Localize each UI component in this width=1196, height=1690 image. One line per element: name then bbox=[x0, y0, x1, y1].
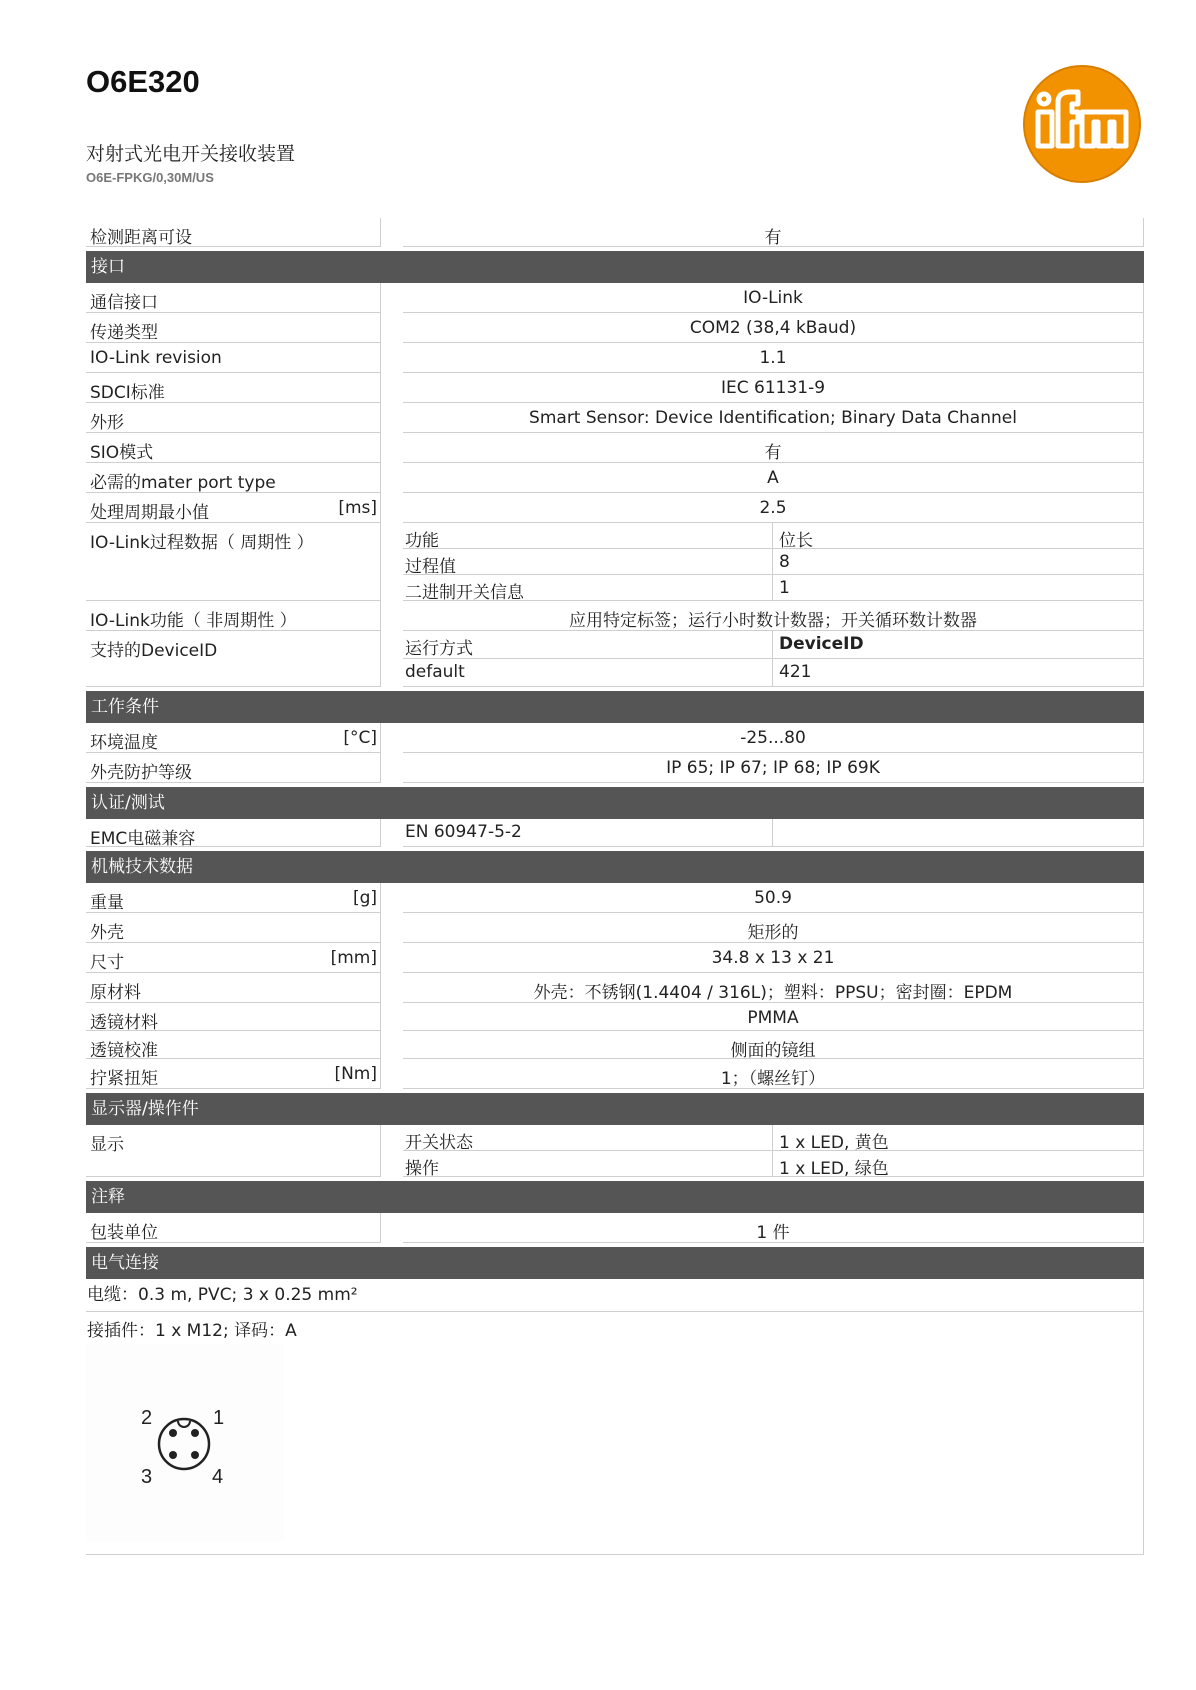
value: 侧面的镜组 bbox=[403, 1031, 1144, 1059]
sub-key: 开关状态 bbox=[403, 1125, 773, 1151]
subrow bbox=[403, 631, 1144, 659]
label-text: 必需的mater port type bbox=[90, 473, 276, 493]
label-text: 支持的DeviceID bbox=[90, 641, 218, 661]
label-text: 传递类型 bbox=[90, 323, 158, 343]
datasheet-table bbox=[86, 218, 1144, 1555]
value: 应用特定标签；运行小时数计数器；开关循环数计数器 bbox=[403, 601, 1144, 631]
label-text: 透镜材料 bbox=[90, 1013, 158, 1033]
row-torque bbox=[86, 1059, 1144, 1089]
section-interface: 接口 bbox=[86, 251, 1144, 283]
label-text: 外壳防护等级 bbox=[90, 763, 192, 783]
label-text: 外形 bbox=[90, 413, 124, 433]
label-text: IO-Link过程数据（ 周期性 ） bbox=[90, 533, 314, 553]
label-text: SDCI标准 bbox=[90, 383, 165, 403]
value: 有 bbox=[403, 218, 1144, 247]
sub-value: DeviceID bbox=[773, 631, 1144, 659]
row-dimensions bbox=[86, 943, 1144, 973]
value: IO-Link bbox=[403, 283, 1144, 313]
value: 1 件 bbox=[403, 1213, 1144, 1243]
value: 50.9 bbox=[403, 883, 1144, 913]
value: IEC 61131-9 bbox=[403, 373, 1144, 403]
section-approvals: 认证/测试 bbox=[86, 787, 1144, 819]
value: 2.5 bbox=[403, 493, 1144, 523]
product-description: 对射式光电开关接收装置 bbox=[86, 143, 296, 165]
value: IP 65; IP 67; IP 68; IP 69K bbox=[403, 753, 1144, 783]
unit: [°C] bbox=[343, 728, 377, 748]
sub-key: 二进制开关信息 bbox=[403, 575, 773, 601]
value-empty bbox=[773, 819, 1144, 847]
label-text: 处理周期最小值 bbox=[90, 503, 209, 523]
section-notes: 注释 bbox=[86, 1181, 1144, 1213]
value: 有 bbox=[403, 433, 1144, 463]
section-mechanical: 机械技术数据 bbox=[86, 851, 1144, 883]
section-operating-conditions: 工作条件 bbox=[86, 691, 1144, 723]
product-code: O6E320 bbox=[86, 64, 200, 99]
unit: [Nm] bbox=[334, 1064, 377, 1084]
value: 矩形的 bbox=[403, 913, 1144, 943]
label-text: 重量 bbox=[90, 893, 124, 913]
pin-label-2: 2 bbox=[141, 1407, 153, 1429]
subrow bbox=[403, 523, 1144, 549]
value: 1；（螺丝钉） bbox=[403, 1059, 1144, 1089]
row-sio-mode bbox=[86, 433, 1144, 463]
label-text: 显示 bbox=[90, 1135, 124, 1155]
connector-block bbox=[86, 1312, 1144, 1555]
label-text: IO-Link功能（ 非周期性 ） bbox=[90, 611, 297, 631]
value: 34.8 x 13 x 21 bbox=[403, 943, 1144, 973]
row-process-data bbox=[86, 523, 1144, 601]
label-text: 检测距离可设 bbox=[90, 228, 192, 248]
sub-key: 过程值 bbox=[403, 549, 773, 575]
label-text: 包装单位 bbox=[90, 1223, 158, 1243]
row-materials bbox=[86, 973, 1144, 1003]
unit: [ms] bbox=[338, 498, 377, 518]
row-lens-alignment bbox=[86, 1031, 1144, 1059]
pin-label-4: 4 bbox=[212, 1466, 224, 1488]
row-cycle-time bbox=[86, 493, 1144, 523]
row-detect-range bbox=[86, 218, 1144, 247]
label-text: 外壳 bbox=[90, 923, 124, 943]
value: A bbox=[403, 463, 1144, 493]
subrow bbox=[403, 1151, 1144, 1177]
label-text: 尺寸 bbox=[90, 953, 124, 973]
label-text: IO-Link revision bbox=[90, 348, 222, 368]
row-comm-interface bbox=[86, 283, 1144, 313]
row-profile bbox=[86, 403, 1144, 433]
sub-key: 运行方式 bbox=[403, 631, 773, 659]
label-text: EMC电磁兼容 bbox=[90, 829, 196, 849]
cable-spec: 电缆：0.3 m, PVC; 3 x 0.25 mm² bbox=[86, 1279, 1144, 1312]
subrow bbox=[403, 549, 1144, 575]
label-text: 拧紧扭矩 bbox=[90, 1069, 158, 1089]
sub-key: 操作 bbox=[403, 1151, 773, 1177]
m12-pinout-icon bbox=[86, 1344, 284, 1542]
sub-value: 1 x LED, 黄色 bbox=[773, 1125, 1144, 1151]
label-text: 透镜校准 bbox=[90, 1041, 158, 1061]
row-transfer-type bbox=[86, 313, 1144, 343]
row-acyclic bbox=[86, 601, 1144, 631]
row-ambient-temp bbox=[86, 723, 1144, 753]
row-housing bbox=[86, 913, 1144, 943]
ifm-logo bbox=[1022, 64, 1142, 184]
connector-spec: 接插件：1 x M12; 译码：A bbox=[87, 1321, 297, 1341]
row-weight bbox=[86, 883, 1144, 913]
label-text: 环境温度 bbox=[90, 733, 158, 753]
subrow bbox=[403, 575, 1144, 601]
sub-key: 功能 bbox=[403, 523, 773, 549]
sub-value: 位长 bbox=[773, 523, 1144, 549]
row-protection bbox=[86, 753, 1144, 783]
row-emc bbox=[86, 819, 1144, 847]
sub-value: 8 bbox=[773, 549, 1144, 575]
row-sdci bbox=[86, 373, 1144, 403]
label-text: 通信接口 bbox=[90, 293, 158, 313]
article-code: O6E-FPKG/0,30M/US bbox=[86, 170, 214, 185]
sub-value: 1 bbox=[773, 575, 1144, 601]
value: Smart Sensor: Device Identification; Binary Data Channel bbox=[403, 403, 1144, 433]
pin-label-3: 3 bbox=[141, 1466, 153, 1488]
value: PMMA bbox=[403, 1003, 1144, 1031]
row-display bbox=[86, 1125, 1144, 1177]
subrow bbox=[403, 659, 1144, 687]
label bbox=[86, 218, 381, 247]
sub-value: 1 x LED, 绿色 bbox=[773, 1151, 1144, 1177]
value: -25...80 bbox=[403, 723, 1144, 753]
row-lens-material bbox=[86, 1003, 1144, 1031]
row-package bbox=[86, 1213, 1144, 1243]
section-electrical: 电气连接 bbox=[86, 1247, 1144, 1279]
value: EN 60947-5-2 bbox=[403, 819, 773, 847]
value: 外壳：不锈钢(1.4404 / 316L)；塑料：PPSU；密封圈：EPDM bbox=[403, 973, 1144, 1003]
row-master-port bbox=[86, 463, 1144, 493]
label-text: SIO模式 bbox=[90, 443, 154, 463]
section-display: 显示器/操作件 bbox=[86, 1093, 1144, 1125]
subrow bbox=[403, 1125, 1144, 1151]
row-device-id bbox=[86, 631, 1144, 687]
unit: [mm] bbox=[330, 948, 377, 968]
sub-value: 421 bbox=[773, 659, 1144, 687]
value: COM2 (38,4 kBaud) bbox=[403, 313, 1144, 343]
row-iolink-revision bbox=[86, 343, 1144, 373]
value: 1.1 bbox=[403, 343, 1144, 373]
sub-key: default bbox=[403, 659, 773, 687]
unit: [g] bbox=[352, 888, 377, 908]
label-text: 原材料 bbox=[90, 983, 141, 1003]
pin-label-1: 1 bbox=[213, 1407, 225, 1429]
